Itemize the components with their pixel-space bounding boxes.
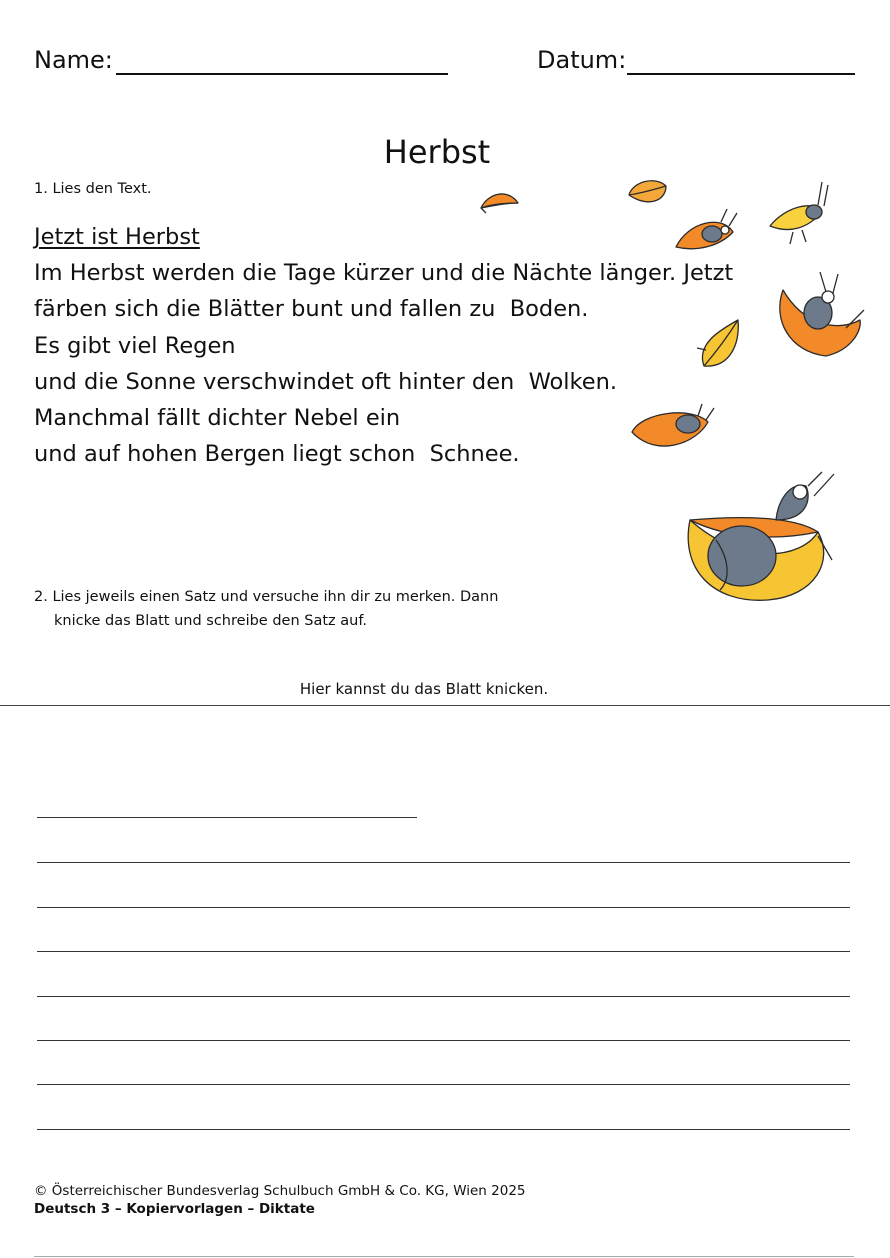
story-line: Manchmal fällt dichter Nebel ein xyxy=(34,405,401,432)
name-label: Name: xyxy=(34,46,113,74)
writing-line[interactable] xyxy=(37,817,417,818)
beetle-on-leaf-icon xyxy=(780,272,864,356)
story-heading: Jetzt ist Herbst xyxy=(34,224,200,250)
leaf-icon xyxy=(697,320,738,366)
beetle-on-leaf-icon xyxy=(688,472,834,600)
fold-instruction: Hier kannst du das Blatt knicken. xyxy=(299,680,549,698)
leaf-icon xyxy=(481,194,518,213)
fold-line[interactable] xyxy=(0,705,890,706)
writing-line[interactable] xyxy=(37,951,850,952)
writing-line[interactable] xyxy=(37,1129,850,1130)
beetle-on-leaf-icon xyxy=(632,404,714,446)
writing-line[interactable] xyxy=(37,862,850,863)
series-label: Deutsch 3 – Kopiervorlagen – Diktate xyxy=(34,1201,315,1217)
beetle-on-leaf-icon xyxy=(770,182,828,244)
writing-line[interactable] xyxy=(37,1084,850,1085)
task2-line: knicke das Blatt und schreibe den Satz auf. xyxy=(54,613,367,629)
page-title: Herbst xyxy=(383,133,491,171)
story-line: Im Herbst werden die Tage kürzer und die Nächte länger. Jetzt xyxy=(34,260,734,287)
story-line: färben sich die Blätter bunt und fallen zu Boden. xyxy=(34,296,589,323)
story-line: Es gibt viel Regen xyxy=(34,332,236,359)
copyright-notice: © Österreichischer Bundesverlag Schulbuch GmbH & Co. KG, Wien 2025 xyxy=(34,1183,526,1199)
task2-line: 2. Lies jeweils einen Satz und versuche ihn dir zu merken. Dann xyxy=(34,589,499,605)
writing-line[interactable] xyxy=(37,996,850,997)
beetle-on-leaf-icon xyxy=(676,209,737,249)
writing-line[interactable] xyxy=(37,1040,850,1041)
story-line: und auf hohen Bergen liegt schon Schnee. xyxy=(34,441,520,468)
date-label: Datum: xyxy=(537,46,627,74)
bottom-divider xyxy=(34,1256,854,1257)
writing-line[interactable] xyxy=(37,907,850,908)
story-line: und die Sonne verschwindet oft hinter den Wolken. xyxy=(34,368,618,395)
leaf-icon xyxy=(629,181,666,202)
task1-instruction: 1. Lies den Text. xyxy=(34,181,152,197)
